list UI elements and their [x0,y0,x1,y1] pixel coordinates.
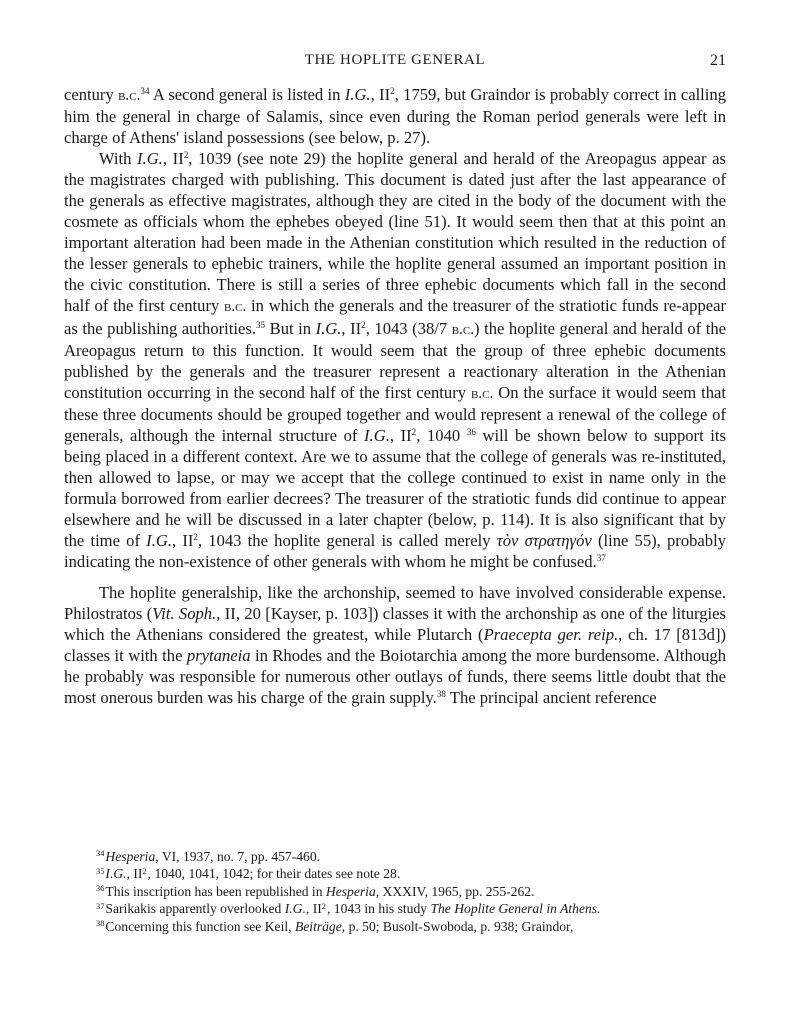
text-run: , ch. 17 [813d]) classes it with the [64,625,726,666]
footnote [96,918,726,935]
note-ref: 2 [390,86,395,97]
note-ref: 37 [596,553,606,564]
text-run: , II, 20 [Kayser, p. 103]) classes it with the archonship as one of the liturgies which the Athenians considered the greatest, while Plutarch ( [64,604,726,645]
text-run: , II [370,85,391,104]
italic-text: τὸν στρατηγόν [496,530,592,550]
note-ref: 2 [142,865,147,876]
text-run: , 1043 in his study [326,901,431,917]
text-run: , 1039 (see note 29) the hoplite general and herald of the Areopagus appear as the magistrates charged with publishing. This document is dated just after the last appearance of the generals as effective magistrates, although they are cited in the body of the document with the cosmete as officials whom the ephebes obeyed (line 51). It would seem then that at this point an important alteration had been made in the Athenian constitution which resulted in the reduction of the lesser generals to ephebic trainers, while the hoplite general assumed an important position in the civic constitution. There is still a series of three ephebic documents which fall in the second half of the first century [64,149,726,316]
text-run: , II [305,901,322,917]
small-caps-text: b.c. [470,384,494,402]
text-run: II [345,318,362,338]
text-run: , p. 50; Busolt-Swoboda, p. 938; Graindor, [341,918,574,934]
note-ref: 2 [361,319,366,330]
footnote [96,865,726,882]
text-run: Concerning this function see Keil, [105,918,295,934]
italic-text: Praecepta ger. reip. [483,625,619,645]
note-ref: 2 [193,532,198,543]
text-run: , VI, 1937, no. 7, pp. 457-460. [155,849,321,864]
text-run: in which the generals and the treasurer of the stratiotic funds re-appear as the publishing authorities. [64,296,726,338]
note-ref: 2 [183,150,189,161]
text-run: , 1040 [416,425,467,445]
text-run: With [98,149,138,169]
running-head: THE HOPLITE GENERAL [304,52,486,68]
text-run: , XXXIV, 1965, pp. 255-262. [375,883,535,899]
italic-text: Vit. Soph. [152,604,217,624]
italic-text: I.G. [146,530,172,550]
text-run: On the surface it would seem that these three documents should be grouped together and would represent a renewal of the college of generals, although the internal structure of [64,382,726,445]
italic-text: I.G. [344,85,371,104]
paragraph [64,148,726,572]
italic-text: Hesperia [325,883,376,899]
italic-text: prytaneia [186,646,251,666]
text-run: , II [389,425,412,445]
text-run: , 1759, but Graindor is probably correct in calling him the general in charge of Salamis, since even during the Roman period generals were left in charge of Athens' island possessions (see below, p. 27). [64,85,727,148]
italic-text: I.G. [284,901,306,917]
text-run: will be shown below to support its being placed in a different context. Are we to assume that the college of generals was re-instituted, then allowed to lapse, or may we accept that the college continued to exist in name only in the formula borrowed from earlier decrees? The treasurer of the stratiotic funds did continue to appear elsewhere and he will be discussed in a later chapter (below, p. 114). It is also significant that by the time of [64,425,726,550]
text-run: ) the hoplite general and herald of the Areopagus return to this function. It would seem that the group of three ephebic documents published by the generals and the treasurer represent a reactionary alteration in the Athenian constitution occurring in the second half of the first century [64,318,727,402]
text-run: But in [265,318,316,338]
italic-text: Beiträge [294,918,342,934]
italic-text: The Hoplite General in Athens. [430,901,601,917]
note-ref: 2 [411,426,417,437]
page-number: 21 [710,52,726,69]
small-caps-text: b.c. [224,298,247,316]
footnote [96,848,726,865]
note-ref: 35 [255,319,266,330]
small-caps-text: b.c. [451,320,475,338]
text-run: (line 55), probably indicating the non-existence of other generals with whom he might be confused. [64,530,726,572]
text-run: This inscription has been republished in [105,883,326,899]
text-run: Sarikakis apparently overlooked [105,901,285,917]
note-ref: 36 [466,426,476,437]
page-header [64,50,726,72]
text-run: The hoplite generalship, like the archonship, seemed to have involved considerable expense. Philostratos ( [64,583,726,624]
italic-text: I.G. [364,425,390,445]
small-caps-text: b.c. [118,87,141,104]
note-ref: 34 [96,848,105,859]
text-run: The principal ancient reference [445,688,657,708]
text-run: , II [162,149,184,169]
footnotes [96,848,726,935]
text-run: century [64,85,119,104]
footnote [96,900,726,917]
note-ref: 38 [96,918,105,928]
footnote [96,883,726,900]
text-run: , 1043 the hoplite general is called merely [197,530,497,550]
note-ref: 35 [96,865,105,876]
italic-text: I.G., [315,318,346,338]
note-ref: 2 [321,900,326,911]
italic-text: I.G. [105,866,127,882]
note-ref: 34 [140,86,150,97]
text-run: in Rhodes and the Boiotarchia among the more burdensome. Although he probably was responsible for numerous other outlays of funds, there seems little doubt that the most onerous burden was his charge of the grain supply. [64,646,727,708]
note-ref: 36 [96,883,105,894]
text-run: , 1040, 1041, 1042; for their dates see note 28. [147,866,401,882]
italic-text: I.G. [137,149,163,169]
italic-text: Hesperia [105,849,156,864]
note-ref: 37 [96,900,105,911]
text-run: , II [171,530,194,550]
text-run: , 1043 (38/7 [365,318,452,338]
body-text [64,84,726,708]
paragraph [64,582,726,708]
text-run: A second general is listed in [149,85,345,104]
note-ref: 38 [436,689,446,700]
paragraph [64,84,726,148]
text-run: , II [126,866,143,882]
